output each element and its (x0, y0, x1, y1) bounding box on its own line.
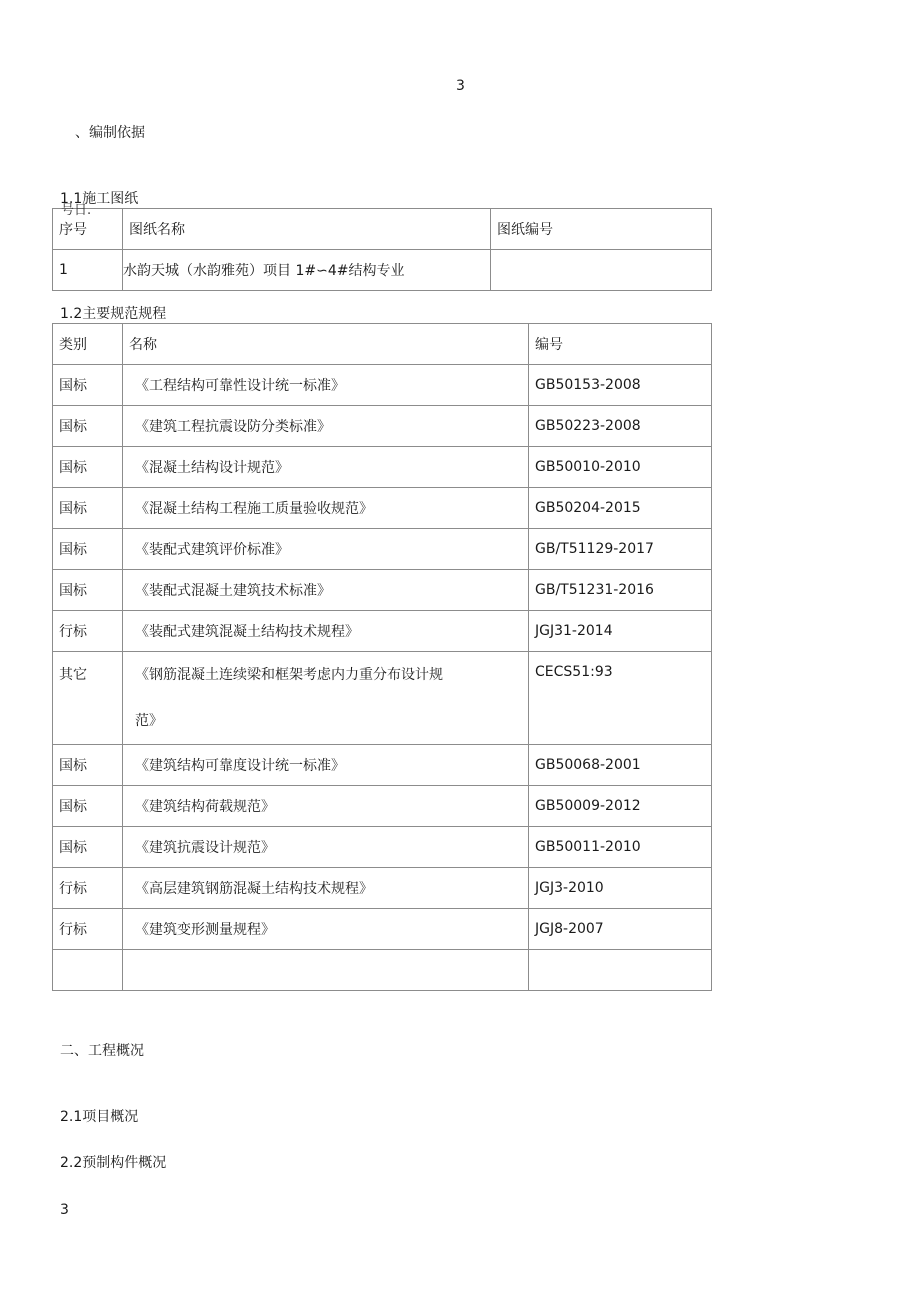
table-cell: 《高层建筑钢筋混凝土结构技术规程》 (123, 868, 529, 909)
table-cell: JGJ31-2014 (529, 611, 712, 652)
table-cell: GB50223-2008 (529, 406, 712, 447)
table-header-cell: 类别 (53, 324, 123, 365)
page-number: 3 (456, 78, 465, 94)
table-row (53, 365, 712, 406)
table-cell: 《装配式建筑混凝土结构技术规程》 (123, 611, 529, 652)
table-cell: 《工程结构可靠性设计统一标准》 (123, 365, 529, 406)
table-cell: GB/T51129-2017 (529, 529, 712, 570)
table-cell: 国标 (53, 406, 123, 447)
table-row (53, 827, 712, 868)
table-cell: CECS51:93 (529, 652, 712, 745)
table-row (53, 652, 712, 745)
drawings-table (52, 203, 712, 291)
subsection-precast-overview: 2.2预制构件概况 (60, 1155, 167, 1171)
table-cell: 国标 (53, 488, 123, 529)
table-cell: GB50153-2008 (529, 365, 712, 406)
table-cell: 其它 (53, 652, 123, 745)
table-cell: 水韵天城（水韵雅苑）项目 1#∽4#结构专业 (123, 250, 491, 291)
table-row (53, 570, 712, 611)
table-cell: 《装配式建筑评价标准》 (123, 529, 529, 570)
page-number-footer: 3 (60, 1202, 69, 1218)
section-heading-basis: 、编制依据 (75, 125, 145, 141)
table-cell (123, 652, 529, 745)
table-cell: JGJ3-2010 (529, 868, 712, 909)
table-row (53, 868, 712, 909)
table-cell: GB50068-2001 (529, 745, 712, 786)
table-header-cell: 编号 (529, 324, 712, 365)
table-cell: 国标 (53, 447, 123, 488)
table-row (53, 745, 712, 786)
standards-table (52, 323, 712, 991)
table-header-cell: 图纸名称 (123, 209, 491, 250)
table-cell: GB/T51231-2016 (529, 570, 712, 611)
table-cell: 国标 (53, 570, 123, 611)
table-cell: 1 (53, 250, 123, 291)
table-header-cell (53, 203, 123, 250)
table-cell: 国标 (53, 745, 123, 786)
table-cell: 《装配式混凝土建筑技术标准》 (123, 570, 529, 611)
table-cell: 行标 (53, 611, 123, 652)
table-header-cell: 名称 (123, 324, 529, 365)
table-cell: 行标 (53, 868, 123, 909)
table-row (53, 447, 712, 488)
table-row (53, 611, 712, 652)
table-cell: GB50011-2010 (529, 827, 712, 868)
table-cell: JGJ8-2007 (529, 909, 712, 950)
cell-line: 范》 (135, 713, 163, 729)
overlapping-text: 号日. (61, 203, 92, 218)
header-label: 序号 (59, 222, 87, 238)
table-row (53, 529, 712, 570)
table-cell: 《建筑抗震设计规范》 (123, 827, 529, 868)
table-cell: 《建筑结构荷载规范》 (123, 786, 529, 827)
table-cell: 《混凝土结构设计规范》 (123, 447, 529, 488)
table-cell (491, 250, 712, 291)
table-header-row (53, 324, 712, 365)
table-cell: 《建筑变形测量规程》 (123, 909, 529, 950)
subsection-project-overview: 2.1项目概况 (60, 1109, 139, 1125)
table-cell: 行标 (53, 909, 123, 950)
table-header-cell: 图纸编号 (491, 209, 712, 250)
table-row (53, 950, 712, 991)
subsection-standards-title: 1.2主要规范规程 (60, 306, 167, 322)
table-cell (529, 950, 712, 991)
table-cell: GB50204-2015 (529, 488, 712, 529)
table-cell (123, 950, 529, 991)
table-cell: 《混凝土结构工程施工质量验收规范》 (123, 488, 529, 529)
table-cell: GB50010-2010 (529, 447, 712, 488)
cell-line: 《钢筋混凝土连续梁和框架考虑内力重分布设计规 (135, 667, 443, 683)
table-cell: 国标 (53, 529, 123, 570)
table-cell: 国标 (53, 827, 123, 868)
table-row (53, 909, 712, 950)
table-cell: 国标 (53, 786, 123, 827)
table-cell: GB50009-2012 (529, 786, 712, 827)
table-row (53, 488, 712, 529)
table-cell (53, 950, 123, 991)
table-row (53, 786, 712, 827)
table-row (53, 406, 712, 447)
table-cell: 国标 (53, 365, 123, 406)
table-cell: 《建筑工程抗震设防分类标准》 (123, 406, 529, 447)
subsection-drawings-title: 1.1施工图纸 (60, 191, 139, 207)
table-row (53, 250, 712, 291)
table-cell: 《建筑结构可靠度设计统一标准》 (123, 745, 529, 786)
table-header-row (53, 209, 712, 250)
section-heading-overview: 二、工程概况 (60, 1043, 144, 1059)
